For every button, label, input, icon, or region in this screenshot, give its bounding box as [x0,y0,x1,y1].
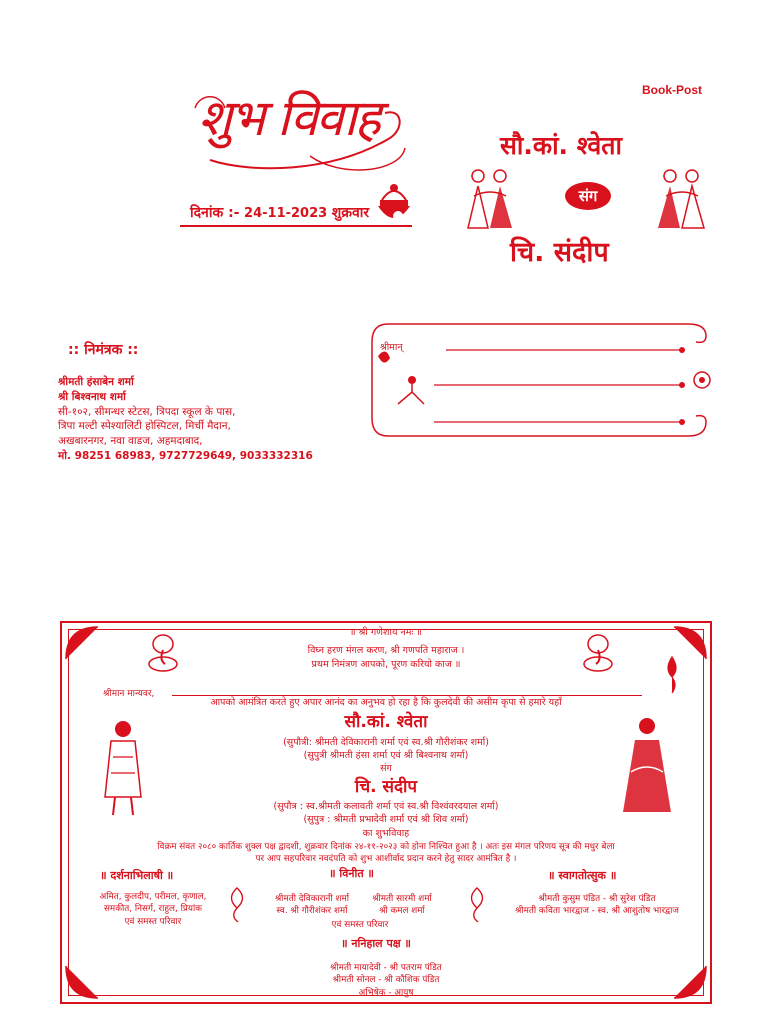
sang-text: संग [380,763,392,774]
groom-parents: (सुपुत्र : श्रीमती प्रभादेवी शर्मा एवं श्री शिव शर्मा) [303,814,469,825]
host-name: श्रीमती हंसाबेन शर्मा [58,376,134,388]
vinit-right [362,893,442,918]
address-line: सी-१०२, सीमन्धर स्टेटस, त्रिपदा स्कूल के पास, [58,405,236,418]
bride-name: सौ.कां. श्वेता [500,131,622,160]
nanihal-list [306,962,466,999]
shubh-vivah-text: का शुभविवाह [362,828,410,839]
groom-name: चि. संदीप [510,237,609,268]
host-name: श्री बिश्वनाथ शर्मा [58,390,126,403]
invocation: ॥ श्री गणेशाय नमः ॥ [349,627,423,638]
manyavar-underline [172,695,642,696]
address-line: अखबारनगर, नवा वाडज, अहमदाबाद, [58,435,203,448]
list-item: श्रीमती कुसुम पंडित - श्री सुरेश पंडित [538,894,656,904]
list-item: स्व. श्री गौरीशंकर शर्मा [276,906,348,917]
list-item: श्री कमल शर्मा [379,906,425,917]
list-item: अमित, कुलदीप, परीमल, कृणाल, [99,892,207,902]
darshan-list [78,891,228,928]
book-post-label: Book-Post [642,83,702,97]
nimantrak-heading: :: निमंत्रक :: [68,342,139,358]
intro-line: आपको आमंत्रित करते हुए अपार आनंद का अनुभव हो रहा है कि कुलदेवी की असीम कृपा से हमारे यहाँ [210,697,562,708]
vinit-heading: ॥ विनीत ॥ [329,867,375,880]
sang-badge: संग [565,182,611,210]
swagat-heading: ॥ स्वागतोत्सुक ॥ [548,869,617,882]
vinit-left [262,893,362,918]
bride-lineage: (सुपौत्री: श्रीमती देविकारानी शर्मा एवं स्व.श्री गौरीशंकर शर्मा) [283,737,489,748]
swagat-list [502,893,692,918]
verse-line: विघ्न हरण मंगल करण, श्री गणपति महाराज । [307,645,465,656]
date-value: 24-11-2023 [244,206,328,221]
groom-lineage: (सुपौत्र : स्व.श्रीमती कलावती शर्मा एवं स्व.श्री विश्वंवरदयाल शर्मा) [273,801,499,812]
bride-name: सौ.कां. श्वेता [344,712,428,732]
list-item: समकीत, निसर्ग, राहुल, प्रियांक [103,904,203,915]
vinit-footer: एवं समस्त परिवार [331,920,389,930]
muhurat-para: विक्रम संवत २०८० कार्तिक शुक्ल पक्ष द्वादशी, शुक्रवार दिनांक २४-११-२०२३ को होना निश्चित हुआ है । अतः इस मंगल परिणय सूत्र की मधुर बेला [157,842,615,852]
list-item: श्रीमती देविकारानी शर्मा [274,894,350,904]
title-text: शुभ विवाह [198,89,380,147]
paisley-icon [464,884,490,924]
list-item: अभिषेक - आयुष [358,987,414,998]
bride-parents: (सुपुत्री श्रीमती हंसा शर्मा एवं श्री बिश्वनाथ शर्मा) [303,750,469,761]
groom-name: चि. संदीप [354,777,418,797]
phone-line: मो. 98251 68983, 9727729649, 9033332316 [58,449,313,462]
address-line: त्रिपा मल्टी स्पेश्यालिटी होस्पिटल, मिर्ची मैदान, [58,420,231,433]
list-item: श्रीमती सोनल - श्री कौशिक पंडित [332,975,440,986]
list-item: एवं समस्त परिवार [124,916,182,927]
shriman-label: श्रीमान् [380,342,403,353]
date-label: दिनांक :- [190,205,240,221]
date-day: शुक्रवार [331,205,370,221]
muhurat-para: पर आप सहपरिवार नवदंपति को शुभ आशीर्वाद प्रदान करने हेतु सादर आमंत्रित है । [255,854,517,864]
list-item: श्रीमती सारमी शर्मा [372,894,432,904]
darshan-heading: ॥ दर्शनाभिलाषी ॥ [100,869,174,882]
manyavar-label: श्रीमान मान्यवर, [103,689,155,699]
paisley-icon [224,884,250,924]
verse-line: प्रथम निमंत्रण आपको, पूरण करियो काज ॥ [311,659,461,670]
nanihal-heading: ॥ ननिहाल पक्ष ॥ [341,937,412,950]
list-item: श्रीमती मायादेवी - श्री पतराम पंडित [330,963,442,973]
list-item: श्रीमती कविता भारद्वाज - स्व. श्री आशुतोष भारद्वाज [515,906,679,917]
